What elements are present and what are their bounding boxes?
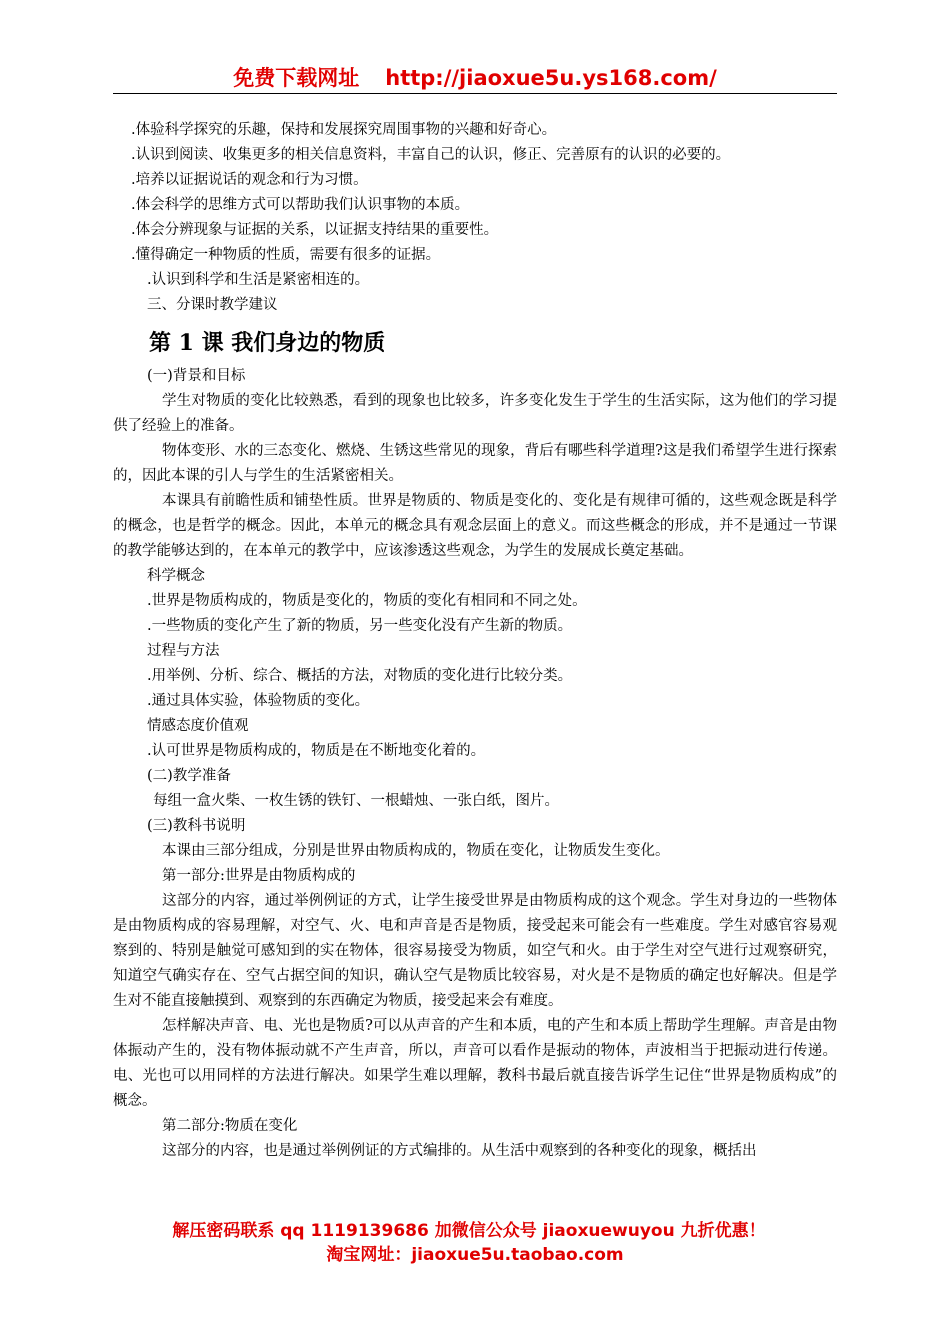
process-heading: 过程与方法	[147, 643, 220, 659]
footer-contact: 解压密码联系 qq 1119139686 加微信公众号 jiaoxuewuyou 九折优惠！	[172, 1221, 766, 1241]
subsection-heading: 第一部分:世界是由物质构成的	[162, 868, 356, 884]
header-divider	[113, 93, 837, 94]
page-footer	[0, 1219, 950, 1267]
page-header	[0, 62, 950, 92]
paragraph: 本课由三部分组成，分别是世界由物质构成的，物质在变化，让物质发生变化。	[162, 843, 670, 859]
paragraph: 这部分的内容，通过举例例证的方式，让学生接受世界是由物质构成的这个观念。学生对身边的一些物体是由物质构成的容易理解，对空气、火、电和声音是否是物质，接受起来可能会有一些难度。学生对感官容易观察到的、特别是触觉可感知到的实在物体，很容易接受为物质，如空气和火。由于学生对空气进行过观察研究，知道空气确实存在、空气占据空间的知识，确认空气是物质比较容易，对火是不是物质的确定也好解决。但是学生对不能直接触摸到、观察到的东西确定为物质，接受起来会有难度。	[113, 893, 837, 1009]
footer-shop-link[interactable]: 淘宝网址：jiaoxue5u.taobao.com	[326, 1245, 624, 1265]
paragraph: 本课具有前瞻性质和铺垫性质。世界是物质的、物质是变化的、变化是有规律可循的，这些观念既是科学的概念，也是哲学的概念。因此，本单元的概念具有观念层面上的意义。而这些概念的形成，并不是通过一节课的教学能够达到的，在本单元的教学中，应该渗透这些观念，为学生的发展成长奠定基础。	[113, 493, 837, 559]
concept-heading: 科学概念	[147, 568, 205, 584]
goal-item: .认识到阅读、收集更多的相关信息资料，丰富自己的认识，修正、完善原有的认识的必要的。	[131, 147, 731, 163]
concept-item: .世界是物质构成的，物质是变化的，物质的变化有相同和不同之处。	[147, 593, 587, 609]
part2-heading: (二)教学准备	[147, 768, 231, 784]
paragraph: 学生对物质的变化比较熟悉，看到的现象也比较多，许多变化发生于学生的生活实际，这为他们的学习提供了经验上的准备。	[113, 393, 837, 434]
attitude-item: .认可世界是物质构成的，物质是在不断地变化着的。	[147, 743, 486, 759]
part3-heading: (三)教科书说明	[147, 818, 246, 834]
document-body	[113, 118, 837, 1164]
section-heading: 三、分课时教学建议	[147, 297, 278, 313]
process-item: .通过具体实验，体验物质的变化。	[147, 693, 370, 709]
goal-item: .认识到科学和生活是紧密相连的。	[147, 272, 370, 288]
part1-heading: (一)背景和目标	[147, 368, 246, 384]
goal-item: .体会分辨现象与证据的关系，以证据支持结果的重要性。	[131, 222, 499, 238]
goal-item: .培养以证据说话的观念和行为习惯。	[131, 172, 368, 188]
subsection-heading: 第二部分:物质在变化	[162, 1118, 298, 1134]
paragraph: 怎样解决声音、电、光也是物质?可以从声音的产生和本质，电的产生和本质上帮助学生理解。声音是由物体振动产生的，没有物体振动就不产生声音，所以，声音可以看作是振动的物体，声波相当于把振动进行传递。电、光也可以用同样的方法进行解决。如果学生难以理解，教科书最后就直接告诉学生记住“世界是物质构成”的概念。	[113, 1018, 837, 1109]
goal-item: .体验科学探究的乐趣，保持和发展探究周围事物的兴趣和好奇心。	[131, 122, 557, 138]
concept-item: .一些物质的变化产生了新的物质，另一些变化没有产生新的物质。	[147, 618, 573, 634]
header-url-link[interactable]: http://jiaoxue5u.ys168.com/	[385, 66, 717, 90]
goal-item: .体会科学的思维方式可以帮助我们认识事物的本质。	[131, 197, 470, 213]
attitude-heading: 情感态度价值观	[147, 718, 249, 734]
header-label: 免费下载网址	[233, 66, 360, 90]
paragraph: 这部分的内容，也是通过举例例证的方式编排的。从生活中观察到的各种变化的现象，概括出	[162, 1143, 757, 1159]
goal-item: .懂得确定一种物质的性质，需要有很多的证据。	[131, 247, 441, 263]
paragraph: 物体变形、水的三态变化、燃烧、生锈这些常见的现象，背后有哪些科学道理?这是我们希望学生进行探索的，因此本课的引人与学生的生活紧密相关。	[113, 443, 837, 484]
materials-text: 每组一盒火柴、一枚生锈的铁钉、一根蜡烛、一张白纸，图片。	[153, 793, 559, 809]
process-item: .用举例、分析、综合、概括的方法，对物质的变化进行比较分类。	[147, 668, 573, 684]
lesson-title: 第 1 课 我们身边的物质	[149, 330, 386, 356]
